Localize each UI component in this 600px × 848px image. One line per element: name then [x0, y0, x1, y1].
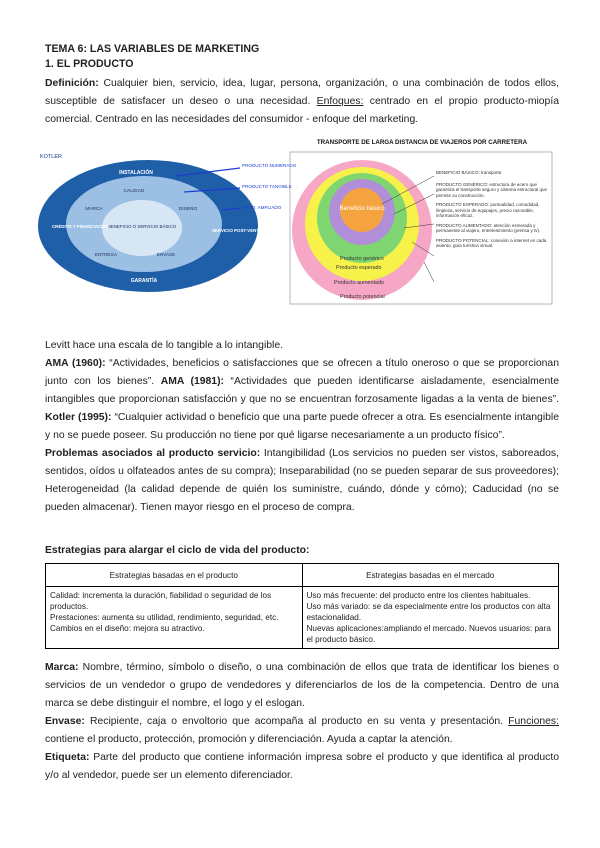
- definition-label: Definición:: [45, 78, 99, 89]
- list-item: Cambios en el diseño: mejora su atractivo.: [50, 624, 205, 633]
- note-basico: BENEFICIO BÁSICO: transporte.: [436, 170, 503, 175]
- transport-product-levels-figure: [286, 132, 558, 308]
- callout-tangible: PRODUCTO TANGIBLE: [242, 184, 292, 189]
- etiqueta-label: Etiqueta:: [45, 752, 90, 763]
- callout-ampliado: PROD. AMPLIADO: [242, 205, 282, 210]
- label-entrega: ENTREGA: [94, 252, 118, 257]
- callout-numerado: PRODUCTO NUMERADO: [242, 163, 297, 168]
- ring-label-generico: Producto genérico: [340, 256, 384, 262]
- label-marca: MARCA: [85, 207, 103, 212]
- note-generico: PRODUCTO GENÉRICO: estructura de acero que garantiza el transporte seguro y sistema estructural que permite su construcción.: [436, 181, 548, 198]
- ring-label-potencial: Producto potencial: [340, 294, 385, 300]
- note-aumentado: PRODUCTO AUMENTADO: atención esmerada y permanente al viajero, entretenimiento (prensa y tv).: [436, 222, 541, 233]
- definition-paragraph: [45, 75, 559, 129]
- label-envase: ENVASE: [156, 252, 176, 257]
- enfoques-text: centrado en el propio producto-miopía comercial. Centrado en las necesidades del consumidor - enfoque del marketing.: [45, 96, 560, 125]
- ama1981-text: “Actividades que pueden identificarse aisladamente, esencialmente intangibles que proporcionan satisfacción y que no se encuentran forzosamente ligadas a la venta de bienes”.: [45, 376, 559, 405]
- marca-label: Marca:: [45, 662, 79, 673]
- ama1981-label: AMA (1981):: [160, 376, 224, 387]
- section-heading: 1. EL PRODUCTO: [45, 58, 134, 70]
- list-item: Calidad: incrementa la duración, fiabilidad o seguridad de los productos.: [50, 591, 272, 611]
- enfoques-label: Enfoques:: [316, 96, 364, 107]
- label-credito: CRÉDITO Y FINANCIACIÓN: [52, 224, 109, 229]
- table-row: [46, 587, 559, 649]
- note-potencial: PRODUCTO POTENCIAL: conexión a internet en cada asiento, guía turística virtual.: [436, 237, 547, 248]
- levitt-line: Levitt hace una escala de lo tangible a lo intangible.: [45, 340, 284, 351]
- ring-label-aumentado: Producto aumentado: [334, 280, 385, 286]
- packaging-paragraph: [45, 713, 559, 749]
- label-calidad: CALIDAD: [123, 189, 145, 194]
- definition-text: Cualquier bien, servicio, idea, lugar, persona, organización, o una combinación de todos ellos, susceptible de satisfacer un deseo o una necesidad.: [45, 78, 559, 107]
- ring-label-esperado: Producto esperado: [336, 265, 382, 271]
- problems-paragraph: [45, 445, 559, 517]
- table-header-row: [46, 564, 559, 587]
- envase-text-2: contiene el producto, protección, promoción y diferenciación. Ayuda a captar la atención.: [45, 734, 453, 745]
- page-title: TEMA 6: LAS VARIABLES DE MARKETING: [45, 43, 260, 55]
- label-basico: BENEFICIO O SERVICIO BÁSICO: [107, 224, 177, 229]
- problems-label: Problemas asociados al producto servicio:: [45, 448, 261, 459]
- table-cell-product: [46, 587, 303, 649]
- note-esperado: PRODUCTO ESPERADO: puntualidad, comodidad, limpieza, servicio de equipajes, precio razonable, información eficaz.: [436, 202, 540, 218]
- label-instalacion: INSTALACIÓN: [119, 170, 153, 176]
- table-header-market: Estrategias basadas en el mercado: [302, 564, 559, 587]
- envase-label: Envase:: [45, 716, 85, 727]
- table-header-product: Estrategias basadas en el producto: [46, 564, 303, 587]
- kotler-label: Kotler (1995):: [45, 412, 112, 423]
- figure-title: TRANSPORTE DE LARGA DISTANCIA DE VIAJEROS POR CARRETERA: [316, 139, 528, 146]
- etiqueta-text: Parte del producto que contiene información impresa sobre el producto y que identifica al producto y/o al vendedor, puede ser un elemento diferenciador.: [45, 752, 559, 781]
- kotler-text: “Cualquier actividad o beneficio que una parte puede ofrecer a otra. Es esencialmente intangible y no se puede poseer. Su producción no tiene por qué ligarse necesariamente a un producto físico”.: [45, 412, 559, 441]
- label-servicio: SERVICIO POST-VENTA: [212, 228, 262, 233]
- marca-text: Nombre, término, símbolo o diseño, o una combinación de ellos que trata de identificar los bienes o servicios de un vendedor o grupo de vendedores y diferenciarlos de los de la competencia. Dentro de una marca se debe distinguir el nombre, el logo y el eslogan.: [45, 662, 559, 709]
- label-paragraph: [45, 749, 559, 785]
- funciones-label: Funciones:: [508, 716, 559, 727]
- ama1960-label: AMA (1960):: [45, 358, 106, 369]
- brand-paragraph: [45, 659, 559, 713]
- list-item: Nuevas aplicaciones:ampliando el mercado. Nuevos usuarios: para el producto básico.: [306, 624, 551, 644]
- kotler-product-levels-figure: [36, 148, 306, 296]
- problems-text: Intangibilidad (Los servicios no pueden ser vistos, saboreados, sentidos, oídos u olfateados antes de su compra); Inseparabilidad (no se pueden separar de sus proveedores); Heterogeneidad (la calidad depende de quién los suministre, cuándo, dónde y cómo); Caducidad (no se pueden almacenar). Tienen mayor riesgo en el proceso de compra.: [45, 448, 559, 513]
- list-item: Uso más frecuente: del producto entre los clientes habituales.: [306, 591, 531, 600]
- center-label: Beneficio básico: [339, 205, 385, 212]
- strategies-table: [45, 563, 559, 649]
- figure-corner-label: KOTLER: [40, 154, 63, 160]
- envase-text: Recipiente, caja o envoltorio que acompaña al producto en su venta y presentación.: [84, 716, 509, 727]
- table-cell-market: [302, 587, 559, 649]
- strategies-title: Estrategias para alargar el ciclo de vida del producto:: [45, 545, 310, 556]
- list-item: Uso más variado: se da especialmente entre los productos con alta estacionalidad.: [306, 602, 551, 622]
- definitions-paragraph: [45, 337, 559, 445]
- ama1960-text: “Actividades, beneficios o satisfacciones que se ofrecen a título oneroso o que se proporcionan junto con los bienes”.: [45, 358, 559, 387]
- label-garantia: GARANTÍA: [130, 278, 158, 284]
- list-item: Prestaciones: aumenta su utilidad, rendimiento, seguridad, etc.: [50, 613, 279, 622]
- label-diseno: DISEÑO: [178, 207, 198, 212]
